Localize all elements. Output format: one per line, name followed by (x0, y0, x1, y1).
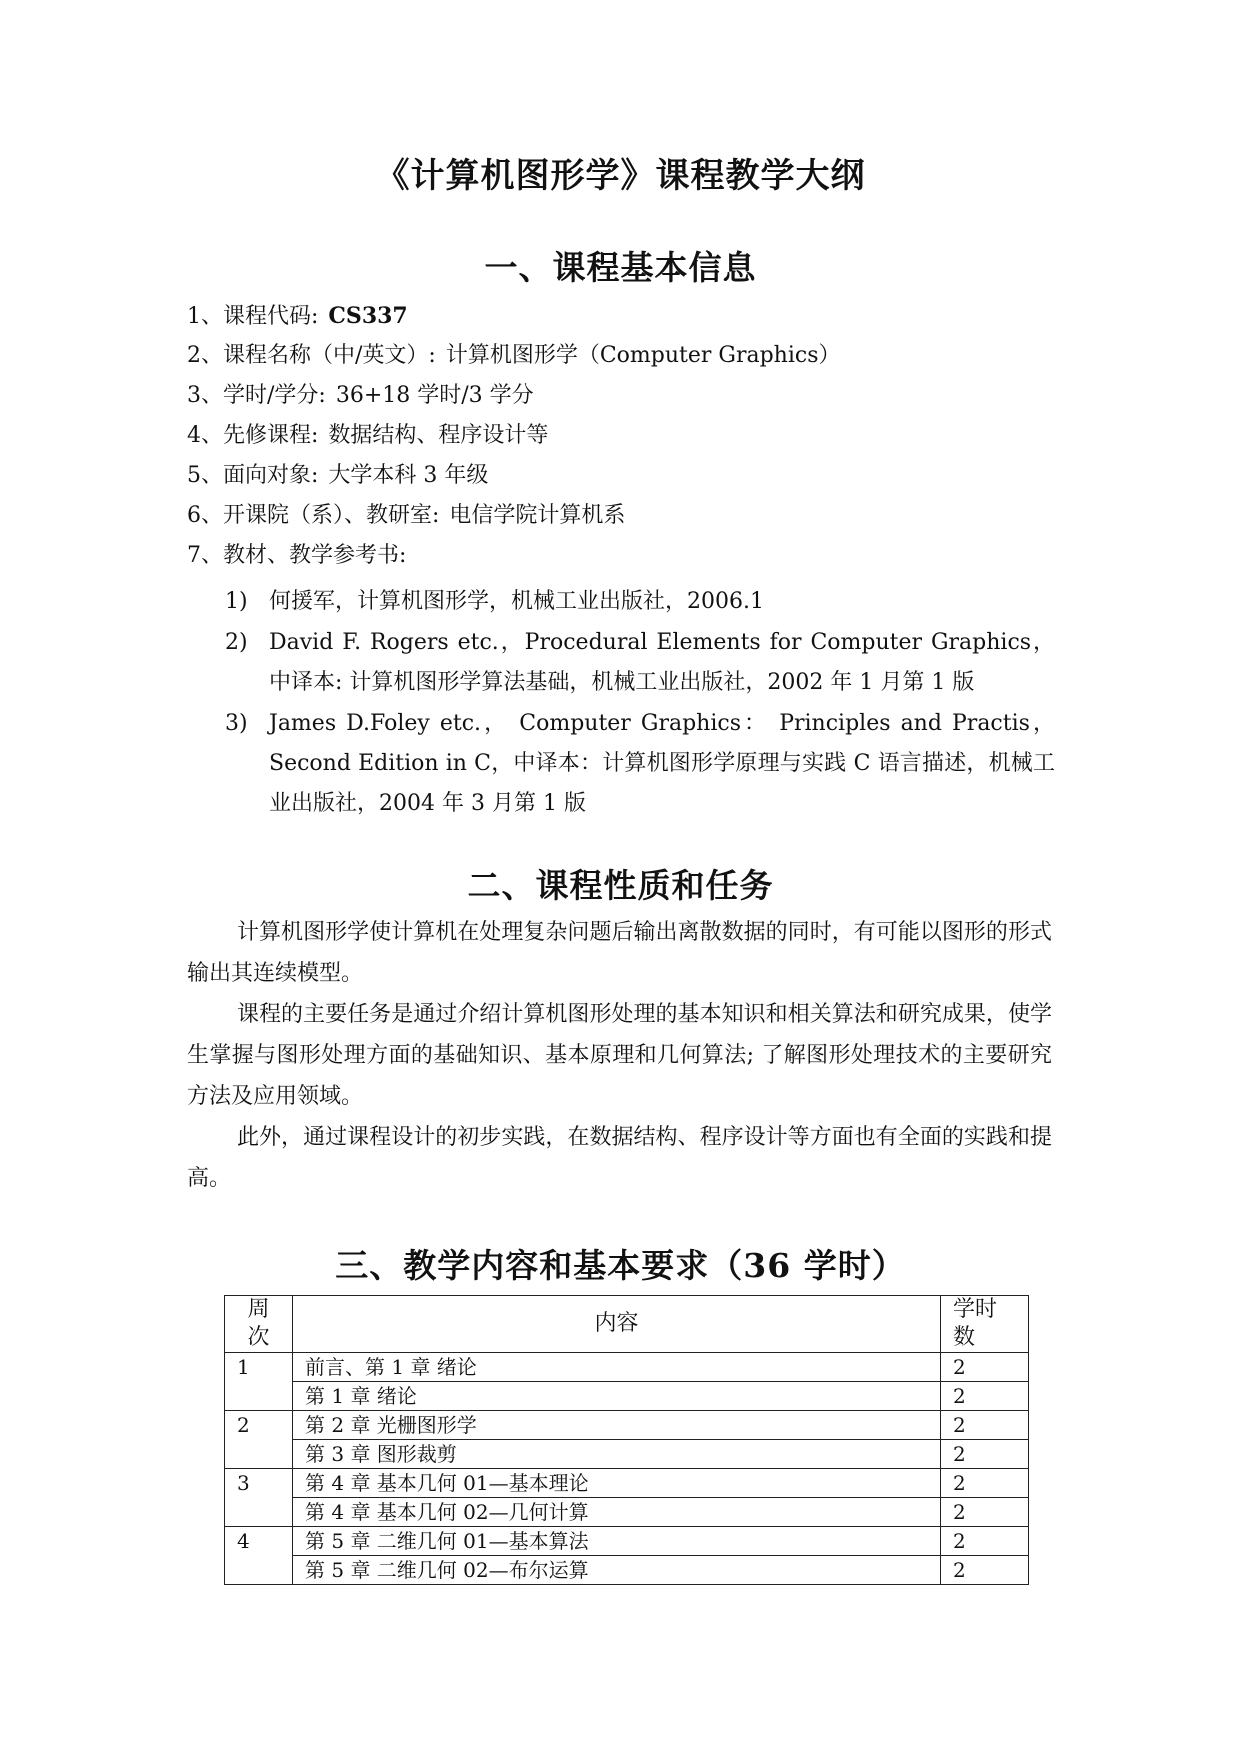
table-row (225, 1469, 1029, 1498)
info-label: 7、教材、教学参考书: (187, 543, 407, 568)
content-cell: 第 2 章 光栅图形学 (293, 1411, 941, 1440)
week-cell: 2 (225, 1411, 293, 1469)
hours-cell: 2 (941, 1556, 1029, 1585)
info-item (187, 336, 1067, 376)
info-item (187, 376, 1067, 416)
reference-list (225, 582, 1055, 825)
info-label: 4、先修课程: (187, 423, 319, 448)
reference-number: 1) (225, 589, 248, 614)
hours-cell: 2 (941, 1382, 1029, 1411)
course-nature-text (187, 912, 1052, 1199)
paragraph: 课程的主要任务是通过介绍计算机图形处理的基本知识和相关算法和研究成果，使学生掌握与图形处理方面的基础知识、基本原理和几何算法; 了解图形处理技术的主要研究方法及应用领域。 (187, 1002, 1052, 1109)
course-info-list (187, 296, 1067, 576)
table-row (225, 1527, 1029, 1556)
content-cell: 第 5 章 二维几何 01—基本算法 (293, 1527, 941, 1556)
hours-cell: 2 (941, 1353, 1029, 1382)
paragraph: 此外，通过课程设计的初步实践，在数据结构、程序设计等方面也有全面的实践和提高。 (187, 1125, 1052, 1191)
section-2-title: 二、课程性质和任务 (467, 866, 774, 905)
info-item (187, 536, 1067, 576)
info-value: 36+18 学时/3 学分 (335, 383, 534, 408)
header-hours: 学时数 (941, 1296, 1029, 1353)
reference-text: James D.Foley etc.， Computer Graphics： Principles and Practis， Second Edition in C，中译本：计算机图形学原理与实践 C 语言描述，机械工业出版社，2004 年 3 月第 1 版 (269, 711, 1055, 816)
reference-number: 3) (225, 711, 248, 736)
content-cell: 前言、第 1 章 绪论 (293, 1353, 941, 1382)
section-3-title: 三、教学内容和基本要求（36 学时） (335, 1246, 906, 1285)
info-item (187, 296, 1067, 336)
reference-item (225, 582, 1055, 622)
info-item (187, 456, 1067, 496)
content-cell: 第 4 章 基本几何 02—几何计算 (293, 1498, 941, 1527)
hours-cell: 2 (941, 1498, 1029, 1527)
hours-cell: 2 (941, 1440, 1029, 1469)
info-value: 大学本科 3 年级 (328, 463, 489, 488)
table-row (225, 1440, 1029, 1469)
header-content: 内容 (293, 1296, 941, 1353)
info-value: 数据结构、程序设计等 (328, 423, 549, 448)
table-row (225, 1411, 1029, 1440)
paragraph: 计算机图形学使计算机在处理复杂问题后输出离散数据的同时，有可能以图形的形式输出其连续模型。 (187, 920, 1052, 986)
hours-cell: 2 (941, 1469, 1029, 1498)
info-value: 计算机图形学（Computer Graphics） (445, 343, 841, 368)
header-week: 周次 (225, 1296, 293, 1353)
info-value: CS337 (328, 303, 408, 329)
hours-cell: 2 (941, 1411, 1029, 1440)
week-cell: 4 (225, 1527, 293, 1585)
info-value: 电信学院计算机系 (449, 503, 626, 528)
table-row (225, 1353, 1029, 1382)
content-cell: 第 5 章 二维几何 02—布尔运算 (293, 1556, 941, 1585)
content-cell: 第 3 章 图形裁剪 (293, 1440, 941, 1469)
reference-text: 何援军，计算机图形学，机械工业出版社，2006.1 (269, 589, 764, 614)
section-1-title: 一、课程基本信息 (484, 248, 757, 287)
reference-text: David F. Rogers etc.，Procedural Elements for Computer Graphics，中译本: 计算机图形学算法基础，机械工业出版社，2002 年 1 月第 1 版 (269, 630, 1055, 695)
table-header-row (225, 1296, 1029, 1353)
reference-number: 2) (225, 630, 248, 655)
content-cell: 第 1 章 绪论 (293, 1382, 941, 1411)
schedule-table (224, 1295, 1029, 1585)
info-label: 5、面向对象: (187, 463, 319, 488)
info-item (187, 496, 1067, 536)
table-row (225, 1556, 1029, 1585)
info-label: 1、课程代码: (187, 304, 319, 329)
hours-cell: 2 (941, 1527, 1029, 1556)
info-label: 6、开课院（系）、教研室: (187, 503, 440, 528)
info-item (187, 416, 1067, 456)
table-row (225, 1498, 1029, 1527)
info-label: 3、学时/学分: (187, 383, 326, 408)
table-row (225, 1382, 1029, 1411)
week-cell: 1 (225, 1353, 293, 1411)
document-title: 《计算机图形学》课程教学大纲 (375, 156, 866, 196)
week-cell: 3 (225, 1469, 293, 1527)
info-label: 2、课程名称（中/英文）: (187, 343, 436, 368)
reference-item (225, 704, 1055, 824)
content-cell: 第 4 章 基本几何 01—基本理论 (293, 1469, 941, 1498)
reference-item (225, 623, 1055, 703)
